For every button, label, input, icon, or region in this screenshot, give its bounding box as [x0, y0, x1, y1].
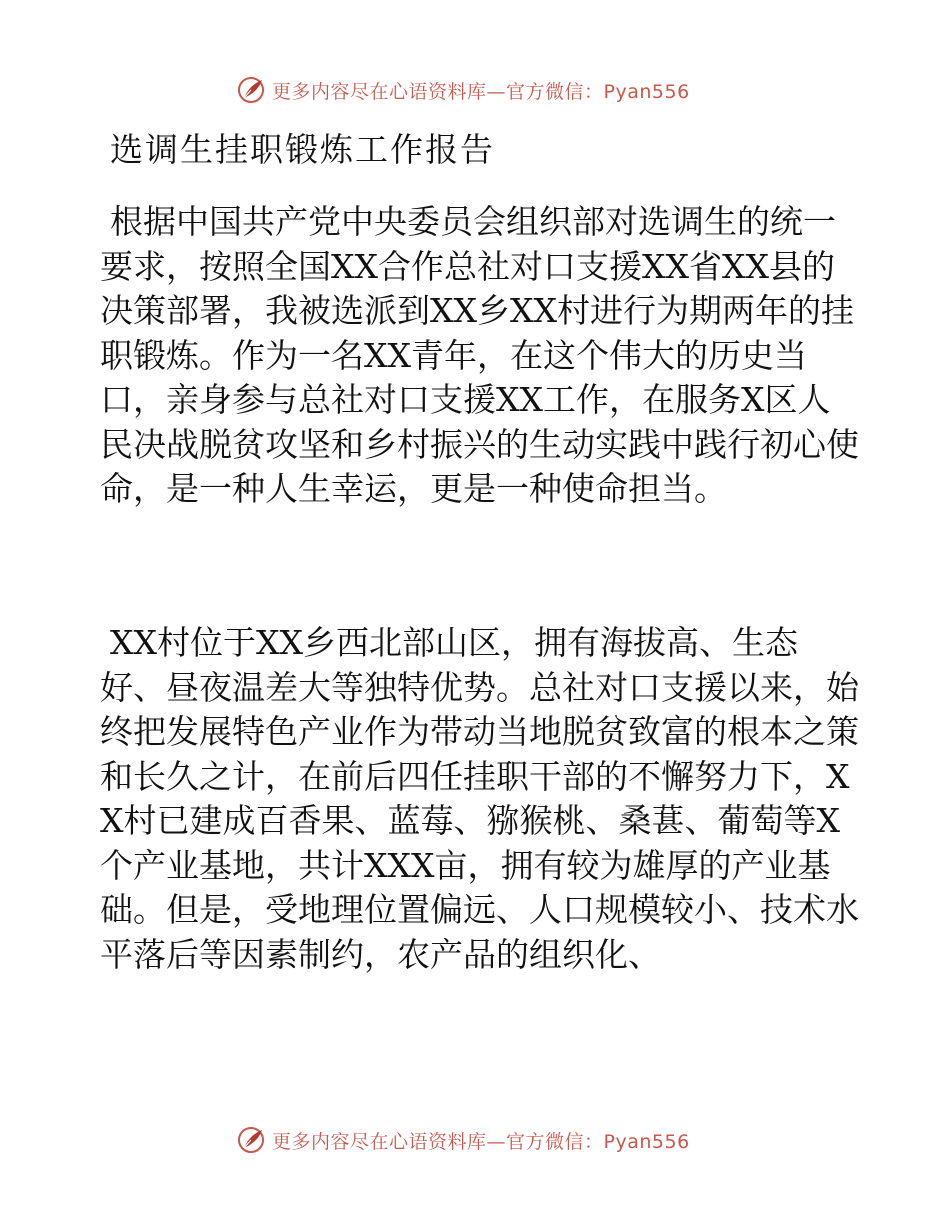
paragraph-2: XX村位于XX乡西北部山区，拥有海拔高、生态好、昼夜温差大等独特优势。总社对口支援以来，始终把发展特色产业作为带动当地脱贫致富的根本之策和长久之计，在前后四任挂职干部的不懈努力下，XX村已建成百香果、蓝莓、猕猴桃、桑葚、葡萄等X个产业基地，共计XXX亩，拥有较为雄厚的产业基础。但是，受地理位置偏远、人口规模较小、技术水平落后等因素制约，农产品的组织化、	[100, 623, 859, 974]
watermark-text	[272, 1127, 690, 1154]
feather-pen-icon	[236, 1125, 266, 1155]
watermark-library-text: 更多内容尽在心语资料库	[272, 1130, 487, 1153]
watermark-text	[272, 77, 690, 104]
watermark-separator: —	[486, 1130, 507, 1153]
header-watermark	[236, 72, 690, 108]
document-title: 选调生挂职锻炼工作报告	[110, 130, 495, 169]
paragraph-1: 根据中国共产党中央委员会组织部对选调生的统一要求，按照全国XX合作总社对口支援XX省XX县的决策部署，我被选派到XX乡XX村进行为期两年的挂职锻炼。作为一名XX青年，在这个伟大的历史当口，亲身参与总社对口支援XX工作，在服务X区人民决战脱贫攻坚和乡村振兴的生动实践中践行初心使命，是一种人生幸运，更是一种使命担当。	[100, 202, 859, 508]
watermark-library-text: 更多内容尽在心语资料库	[272, 80, 487, 103]
watermark-wechat-label: 官方微信：	[506, 1130, 604, 1153]
footer-watermark	[236, 1122, 690, 1158]
watermark-separator: —	[486, 80, 507, 103]
watermark-wechat-label: 官方微信：	[506, 80, 604, 103]
watermark-account: Pyan556	[603, 1130, 690, 1153]
feather-pen-icon	[236, 75, 266, 105]
watermark-account: Pyan556	[603, 80, 690, 103]
